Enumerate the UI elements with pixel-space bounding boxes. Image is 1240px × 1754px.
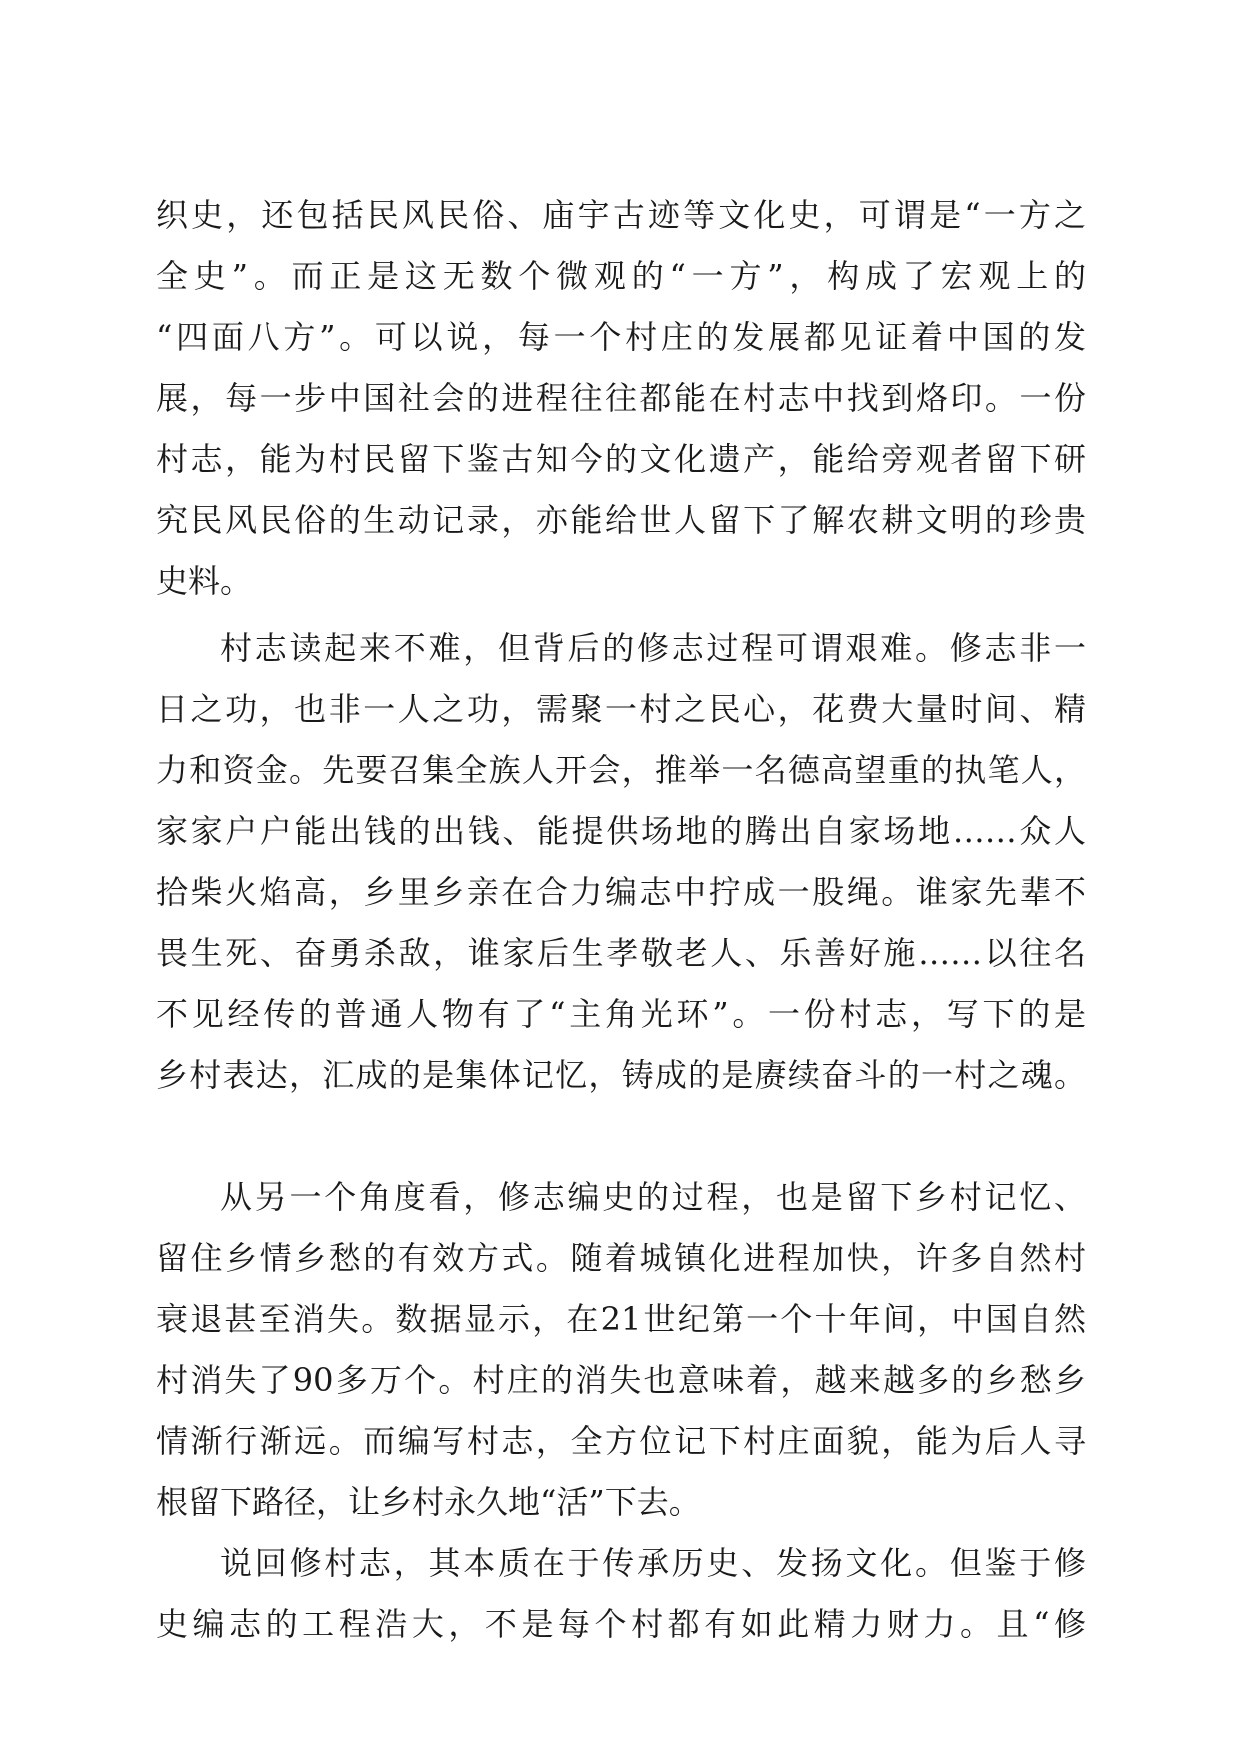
paragraph-3 <box>156 1167 1086 1533</box>
text-line: 村志，能为村民留下鉴古知今的文化遗产，能给旁观者留下研 <box>156 440 1086 478</box>
text-line: 织史，还包括民风民俗、庙宇古迹等文化史，可谓是“一方之 <box>156 196 1086 234</box>
paragraph-1 <box>156 185 1086 612</box>
text-line <box>156 1106 1086 1167</box>
text-line: 全史”。而正是这无数个微观的“一方”，构成了宏观上的 <box>156 257 1086 295</box>
text-line: 力和资金。先要召集全族人开会，推举一名德高望重的执笔人， <box>156 751 1086 789</box>
text-line: 衰退甚至消失。数据显示，在21世纪第一个十年间，中国自然 <box>156 1300 1086 1338</box>
text-line: 根留下路径，让乡村永久地“活”下去。 <box>156 1483 701 1521</box>
article-body <box>156 185 1086 1655</box>
paragraph-4 <box>156 1533 1086 1655</box>
text-line: 拾柴火焰高，乡里乡亲在合力编志中拧成一股绳。谁家先辈不 <box>156 873 1086 911</box>
text-line: 从另一个角度看，修志编史的过程，也是留下乡村记忆、 <box>220 1178 1086 1216</box>
text-line: 史料。 <box>156 562 253 600</box>
text-line: 说回修村志，其本质在于传承历史、发扬文化。但鉴于修 <box>220 1544 1086 1582</box>
paragraph-2 <box>156 618 1086 1167</box>
text-line: 畏生死、奋勇杀敌，谁家后生孝敬老人、乐善好施……以往名 <box>156 934 1086 972</box>
text-line: 村消失了90多万个。村庄的消失也意味着，越来越多的乡愁乡 <box>156 1361 1086 1399</box>
text-line: “四面八方”。可以说，每一个村庄的发展都见证着中国的发 <box>156 318 1086 356</box>
text-line: 究民风民俗的生动记录，亦能给世人留下了解农耕文明的珍贵 <box>156 501 1086 539</box>
text-line: 史编志的工程浩大，不是每个村都有如此精力财力。且“修 <box>156 1605 1086 1643</box>
text-line: 家家户户能出钱的出钱、能提供场地的腾出自家场地……众人 <box>156 812 1086 850</box>
text-line: 村志读起来不难，但背后的修志过程可谓艰难。修志非一 <box>220 629 1086 667</box>
text-line: 情渐行渐远。而编写村志，全方位记下村庄面貌，能为后人寻 <box>156 1422 1086 1460</box>
text-line: 乡村表达，汇成的是集体记忆，铸成的是赓续奋斗的一村之魂。 <box>156 1056 1086 1094</box>
text-line: 展，每一步中国社会的进程往往都能在村志中找到烙印。一份 <box>156 379 1086 417</box>
text-line: 不见经传的普通人物有了“主角光环”。一份村志，写下的是 <box>156 995 1086 1033</box>
text-line: 留住乡情乡愁的有效方式。随着城镇化进程加快，许多自然村 <box>156 1239 1086 1277</box>
text-line: 日之功，也非一人之功，需聚一村之民心，花费大量时间、精 <box>156 690 1086 728</box>
